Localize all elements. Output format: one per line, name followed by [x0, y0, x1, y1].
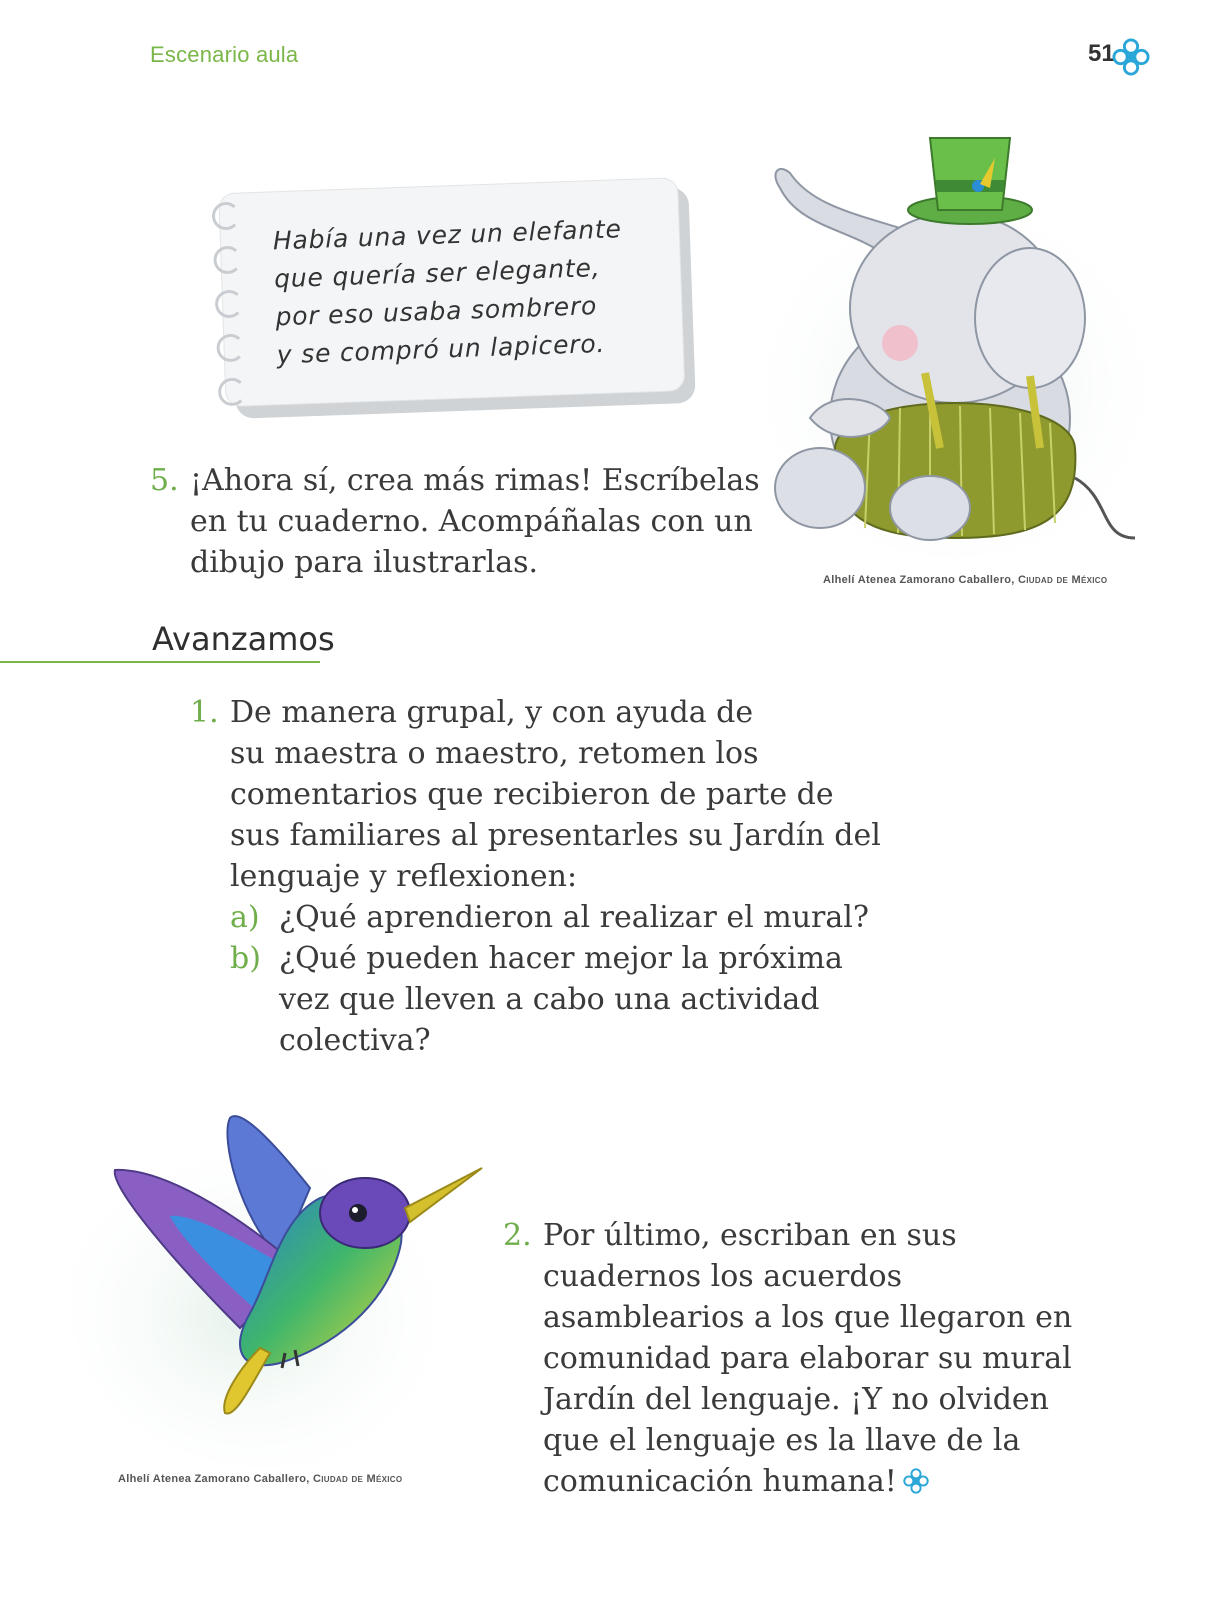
- rhyme-text: [272, 210, 626, 374]
- rhyme-line: y se compró un lapicero.: [276, 328, 606, 370]
- flower-ornament-icon: [903, 1468, 929, 1494]
- caption-author: Alhelí Atenea Zamorano Caballero,: [823, 574, 1015, 586]
- activity-number: 5.: [150, 463, 179, 498]
- spiral-ring: [212, 202, 241, 231]
- activity-line: dibujo para ilustrarlas.: [190, 545, 539, 580]
- question-line: ¿Qué aprendieron al realizar el mural?: [279, 900, 869, 935]
- rhyme-line: que quería ser elegante,: [273, 252, 601, 294]
- activity-line: su maestra o maestro, retomen los: [230, 736, 759, 771]
- elephant-caption: [823, 574, 1107, 586]
- activity-line: De manera grupal, y con ayuda de: [230, 695, 754, 730]
- activity-5: [150, 460, 790, 583]
- spiral-ring: [218, 377, 247, 406]
- section-title: Avanzamos: [152, 620, 335, 658]
- activity-line: Jardín del lenguaje. ¡Y no olviden: [543, 1382, 1050, 1417]
- activity-number: 1.: [190, 695, 219, 730]
- rhyme-line: Había una vez un elefante: [272, 214, 623, 256]
- question-letter: b): [230, 941, 261, 976]
- spiral-ring: [213, 246, 242, 275]
- activity-line: comunidad para elaborar su mural: [543, 1341, 1072, 1376]
- rhyme-line: por eso usaba sombrero: [275, 291, 598, 332]
- flower-ornament-icon: [1112, 38, 1150, 76]
- question-letter: a): [230, 900, 260, 935]
- spiral-ring: [215, 289, 244, 318]
- rhyme-note-card: [218, 177, 696, 419]
- activity-line: en tu cuaderno. Acompáñalas con un: [190, 504, 753, 539]
- activity-line: comunicación humana!: [543, 1464, 897, 1499]
- activity-number: 2.: [503, 1218, 532, 1253]
- activity-line: lenguaje y reflexionen:: [230, 859, 578, 894]
- activity-line-last: [543, 1461, 1163, 1502]
- activity-1: [190, 692, 890, 1061]
- activity-line: que el lenguaje es la llave de la: [543, 1423, 1021, 1458]
- section-divider: [0, 661, 320, 663]
- activity-line: Por último, escriban en sus: [543, 1218, 957, 1253]
- caption-place: Ciudad de México: [1018, 574, 1108, 586]
- activity-line: cuadernos los acuerdos: [543, 1259, 902, 1294]
- hummingbird-caption: [118, 1473, 402, 1485]
- activity-line: asamblearios a los que llegaron en: [543, 1300, 1073, 1335]
- spiral-ring: [216, 333, 245, 362]
- activity-line: comentarios que recibieron de parte de: [230, 777, 834, 812]
- question-b: [230, 938, 890, 1061]
- question-a: [230, 897, 890, 938]
- page-number: 51: [1088, 40, 1115, 67]
- activity-2: [503, 1215, 1163, 1502]
- caption-author: Alhelí Atenea Zamorano Caballero,: [118, 1473, 310, 1485]
- question-line: colectiva?: [279, 1023, 431, 1058]
- section-label: Escenario aula: [150, 42, 299, 67]
- question-line: vez que lleven a cabo una actividad: [279, 982, 820, 1017]
- hummingbird-illustration: [70, 1098, 500, 1468]
- elephant-illustration: [740, 118, 1160, 558]
- activity-line: ¡Ahora sí, crea más rimas! Escríbelas: [190, 463, 760, 498]
- activity-line: sus familiares al presentarles su Jardín del: [230, 818, 881, 853]
- question-line: ¿Qué pueden hacer mejor la próxima: [279, 941, 843, 976]
- caption-place: Ciudad de México: [313, 1473, 403, 1485]
